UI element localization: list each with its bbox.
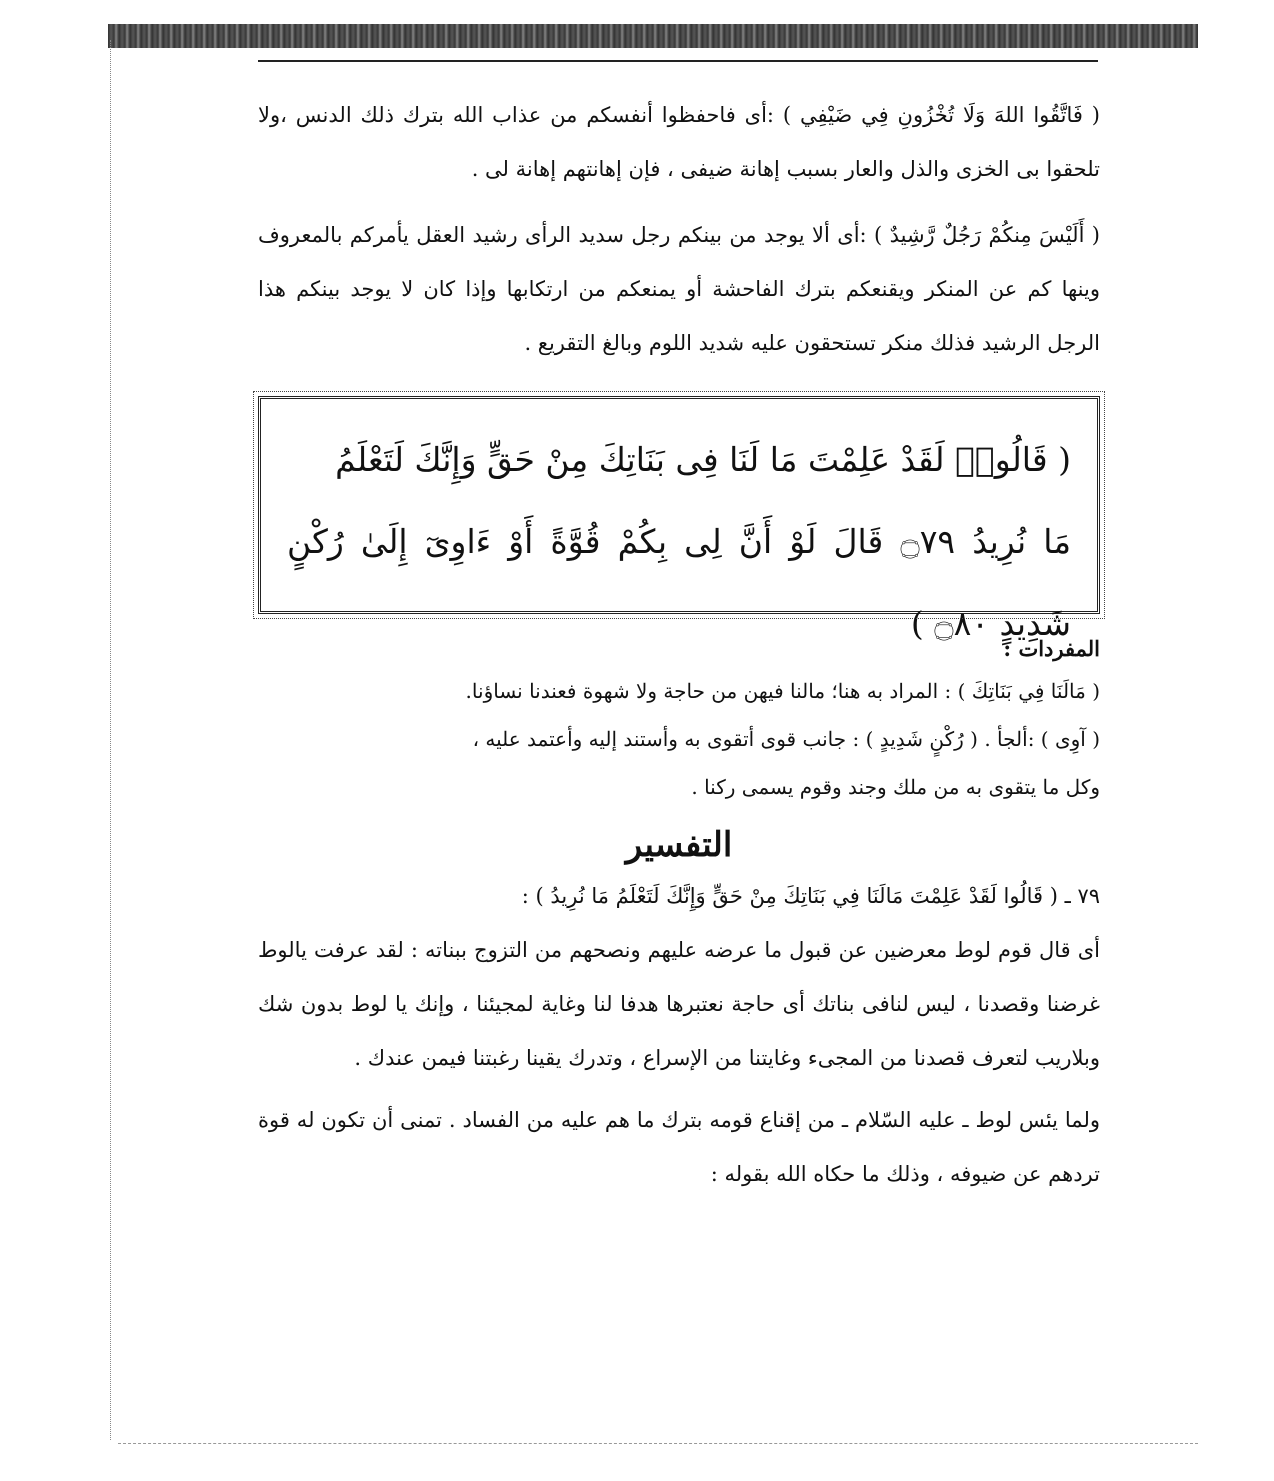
page-content: [258, 88, 1100, 1201]
vocabulary-heading: المفردات :: [1003, 636, 1100, 661]
paragraph-verse-guests: ( فَاتَّقُوا اللهَ وَلَا تُخْزُونِ فِي ضَيْفِي ) :أى فاحفظوا أنفسكم من عذاب الله بترك ذلك الدنس ،ولا تلحقوا بى الخزى والذل والعار بسبب إهانة ضيفى ، فإن إهانتهم إهانة لى .: [258, 103, 1100, 181]
vocabulary-line: وكل ما يتقوى به من ملك وجند وقوم يسمى ركنا .: [691, 775, 1100, 799]
paragraph-righteous-man: ( أَلَيْسَ مِنكُمْ رَجُلٌ رَّشِيدٌ ) :أى ألا يوجد من بينكم رجل سديد الرأى رشيد العقل يأمركم بالمعروف وينها كم عن المنكر ويقنعكم بترك الفاحشة أو يمنعكم من ارتكابها وإذا كان لا يوجد بينكم هذا الرجل الرشيد فذلك منكر تستحقون عليه شديد اللوم وبالغ التقريع .: [258, 223, 1100, 355]
tafsir-verse-reference: ٧٩ ـ ( قَالُوا لَقَدْ عَلِمْتَ مَالَنَا فِي بَنَاتِكَ مِنْ حَقٍّ وَإِنَّكَ لَتَعْلَمُ مَا نُرِيدُ ) :: [521, 884, 1100, 908]
spacer: [258, 196, 1100, 208]
scan-edge-bar: [108, 24, 1198, 48]
scan-margin-noise: [110, 40, 137, 1440]
footer-rule: [118, 1443, 1198, 1444]
verse-line-2: مَا نُرِيدُ ۝٧٩ قَالَ لَوْ أَنَّ لِى بِكُمْ قُوَّةً أَوْ ءَاوِىٓ إِلَىٰ رُكْنٍ شَدِيدٍ ۝٨٠ ): [287, 522, 1071, 643]
quran-verse-box: [258, 396, 1100, 643]
tafsir-paragraph: ولما يئس لوط ـ عليه السّلام ـ من إقناع قومه بترك ما هم عليه من الفساد . تمنى أن تكون له قوة تردهم عن ضيوفه ، وذلك ما حكاه الله بقوله :: [258, 1108, 1100, 1186]
header-rule: [258, 60, 1098, 62]
tafsir-paragraph: أى قال قوم لوط معرضين عن قبول ما عرضه عليهم ونصحهم من التزوج ببناته : لقد عرفت يالوط غرضنا وقصدنا ، ليس لنافى بناتك أى حاجة نعتبرها هدفا لنا وغاية لمجيئنا ، وإنك يا لوط بدون شك وبلاريب لتعرف قصدنا من المجىء وغايتنا من الإسراع ، وتدرك يقينا رغبتنا فيمن عندك .: [258, 938, 1100, 1070]
tafsir-section: [258, 869, 1100, 1201]
vocabulary-line: ( آوِى ) :ألجأ . ( رُكْنٍ شَدِيدٍ ) : جانب قوى أتقوى به وأستند إليه وأعتمد عليه ،: [472, 727, 1100, 751]
vocabulary-line: ( مَالَنَا فِي بَنَاتِكَ ) : المراد به هنا؛ مالنا فيهن من حاجة ولا شهوة فعندنا نساؤنا.: [465, 679, 1100, 703]
spacer: [258, 1085, 1100, 1093]
section-title-tafsir: التفسير: [625, 825, 733, 865]
verse-line-1: ( قَالُوا۟ لَقَدْ عَلِمْتَ مَا لَنَا فِى بَنَاتِكَ مِنْ حَقٍّ وَإِنَّكَ لَتَعْلَمُ: [335, 440, 1071, 479]
